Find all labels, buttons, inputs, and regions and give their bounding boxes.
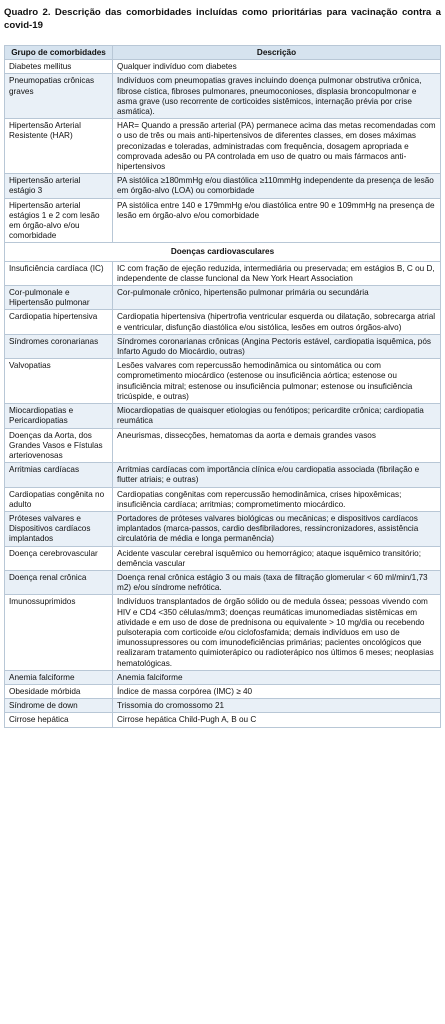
header-description: Descrição xyxy=(113,46,441,60)
comorbidity-description-cell: Cardiopatia hipertensiva (hipertrofia ventricular esquerda ou dilatação, sobrecarga atrial e ventricular, disfunção diastólica e/ou sistólica, lesões em outros órgãos-alvo) xyxy=(113,310,441,334)
comorbidity-description-cell: Síndromes coronarianas crônicas (Angina Pectoris estável, cardiopatia isquêmica, pós Infarto Agudo do Miocárdio, outras) xyxy=(113,334,441,358)
comorbidity-description-cell: Cor-pulmonale crônico, hipertensão pulmonar primária ou secundária xyxy=(113,286,441,310)
table-row xyxy=(5,404,441,428)
comorbidity-group-cell: Pneumopatias crônicas graves xyxy=(5,74,113,119)
comorbidity-group-cell: Próteses valvares e Dispositivos cardíacos implantados xyxy=(5,511,113,546)
comorbidity-description-cell: Índice de massa corpórea (IMC) ≥ 40 xyxy=(113,684,441,698)
comorbidity-group-cell: Miocardiopatias e Pericardiopatias xyxy=(5,404,113,428)
table-row xyxy=(5,713,441,727)
comorbidity-group-cell: Anemia falciforme xyxy=(5,670,113,684)
section-title: Doenças cardiovasculares xyxy=(5,243,441,261)
comorbidity-group-cell: Cirrose hepática xyxy=(5,713,113,727)
comorbidity-group-cell: Hipertensão Arterial Resistente (HAR) xyxy=(5,119,113,174)
comorbidity-group-cell: Obesidade mórbida xyxy=(5,684,113,698)
comorbidity-description-cell: PA sistólica entre 140 e 179mmHg e/ou diastólica entre 90 e 109mmHg na presença de lesão em órgão-alvo e/ou comorbidade xyxy=(113,198,441,243)
comorbidity-group-cell: Insuficiência cardíaca (IC) xyxy=(5,261,113,285)
comorbidity-group-cell: Imunossuprimidos xyxy=(5,595,113,670)
comorbidity-group-cell: Arritmias cardíacas xyxy=(5,463,113,487)
table-row xyxy=(5,570,441,594)
table-row xyxy=(5,699,441,713)
table-row xyxy=(5,334,441,358)
comorbidity-description-cell: Qualquer indivíduo com diabetes xyxy=(113,60,441,74)
table-body-cardiovascular xyxy=(5,261,441,727)
comorbidity-description-cell: Lesões valvares com repercussão hemodinâmica ou sintomática ou com comprometimento miocárdico (estenose ou insuficiência aórtica; estenose ou insuficiência mitral; estenose ou insuficiência pulmonar; estenose ou insuficiência tricúspide, e outras) xyxy=(113,359,441,404)
comorbidity-group-cell: Doença renal crônica xyxy=(5,570,113,594)
table-header-row xyxy=(5,46,441,60)
comorbidity-description-cell: Doença renal crônica estágio 3 ou mais (taxa de filtração glomerular < 60 ml/min/1,73 m2) e/ou síndrome nefrótica. xyxy=(113,570,441,594)
comorbidity-group-cell: Doenças da Aorta, dos Grandes Vasos e Fístulas arteriovenosas xyxy=(5,428,113,463)
comorbidity-description-cell: Acidente vascular cerebral isquêmico ou hemorrágico; ataque isquêmico transitório; demência vascular xyxy=(113,546,441,570)
comorbidity-description-cell: PA sistólica ≥180mmHg e/ou diastólica ≥110mmHg independente da presença de lesão em órgão-alvo (LOA) ou comorbidade xyxy=(113,174,441,198)
comorbidity-group-cell: Doença cerebrovascular xyxy=(5,546,113,570)
table-caption: Quadro 2. Descrição das comorbidades incluídas como prioritárias para vacinação contra a covid-19 xyxy=(4,7,441,31)
comorbidity-description-cell: IC com fração de ejeção reduzida, intermediária ou preservada; em estágios B, C ou D, independente de classe funcional da New York Heart Association xyxy=(113,261,441,285)
table-row xyxy=(5,595,441,670)
table-row xyxy=(5,174,441,198)
comorbidities-table xyxy=(4,45,441,728)
table-body-general xyxy=(5,60,441,243)
comorbidity-description-cell: Trissomia do cromossomo 21 xyxy=(113,699,441,713)
comorbidity-description-cell: Arritmias cardíacas com importância clínica e/ou cardiopatia associada (fibrilação e flutter atriais; e outras) xyxy=(113,463,441,487)
comorbidity-group-cell: Cardiopatias congênita no adulto xyxy=(5,487,113,511)
comorbidity-group-cell: Síndromes coronarianas xyxy=(5,334,113,358)
comorbidity-description-cell: Indivíduos com pneumopatias graves incluindo doença pulmonar obstrutiva crônica, fibrose cística, fibroses pulmonares, pneumoconioses, displasia broncopulmonar e asma grave (uso recorrente de corticoides sistêmicos, internação prévia por crise asmática). xyxy=(113,74,441,119)
comorbidity-group-cell: Diabetes mellitus xyxy=(5,60,113,74)
comorbidity-description-cell: HAR= Quando a pressão arterial (PA) permanece acima das metas recomendadas com o uso de três ou mais anti-hipertensivos de diferentes classes, em doses máximas preconizadas e toleradas, administradas com frequência, dosagem apropriada e comprovada adesão ou PA controlada em uso de quatro ou mais fármacos anti-hipertensivos xyxy=(113,119,441,174)
header-group: Grupo de comorbidades xyxy=(5,46,113,60)
table-row xyxy=(5,487,441,511)
table-row xyxy=(5,60,441,74)
comorbidity-description-cell: Cirrose hepática Child-Pugh A, B ou C xyxy=(113,713,441,727)
comorbidity-description-cell: Miocardiopatias de quaisquer etiologias ou fenótipos; pericardite crônica; cardiopatia reumática xyxy=(113,404,441,428)
comorbidity-group-cell: Síndrome de down xyxy=(5,699,113,713)
comorbidity-description-cell: Anemia falciforme xyxy=(113,670,441,684)
comorbidity-group-cell: Cardiopatia hipertensiva xyxy=(5,310,113,334)
table-row xyxy=(5,684,441,698)
table-row xyxy=(5,261,441,285)
table-row xyxy=(5,119,441,174)
table-row xyxy=(5,74,441,119)
comorbidity-group-cell: Hipertensão arterial estágios 1 e 2 com lesão em órgão-alvo e/ou comorbidade xyxy=(5,198,113,243)
comorbidity-description-cell: Portadores de próteses valvares biológicas ou mecânicas; e dispositivos cardíacos implantados (marca-passos, cardio desfibriladores, ressincronizadores, assistência circulatória de média e longa permanência) xyxy=(113,511,441,546)
table-row xyxy=(5,428,441,463)
table-row xyxy=(5,670,441,684)
table-row xyxy=(5,286,441,310)
comorbidity-group-cell: Valvopatias xyxy=(5,359,113,404)
table-row xyxy=(5,198,441,243)
comorbidity-description-cell: Cardiopatias congênitas com repercussão hemodinâmica, crises hipoxêmicas; insuficiência cardíaca; arritmias; comprometimento miocárdico. xyxy=(113,487,441,511)
section-row xyxy=(5,243,441,261)
comorbidity-description-cell: Aneurismas, dissecções, hematomas da aorta e demais grandes vasos xyxy=(113,428,441,463)
table-row xyxy=(5,463,441,487)
table-row xyxy=(5,359,441,404)
table-row xyxy=(5,546,441,570)
comorbidity-group-cell: Cor-pulmonale e Hipertensão pulmonar xyxy=(5,286,113,310)
table-row xyxy=(5,310,441,334)
comorbidity-group-cell: Hipertensão arterial estágio 3 xyxy=(5,174,113,198)
comorbidity-description-cell: Indivíduos transplantados de órgão sólido ou de medula óssea; pessoas vivendo com HIV e CD4 <350 células/mm3; doenças reumáticas imunomediadas sistêmicas em atividade e em uso de dose de prednisona ou equivalente > 10 mg/dia ou recebendo pulsoterapia com corticoide e/ou ciclofosfamida; demais indivíduos em uso de imunossupressores ou com imunodeficiências primárias; pacientes oncológicos que realizaram tratamento quimioterápico ou radioterápico nos últimos 6 meses; neoplasias hematológicas. xyxy=(113,595,441,670)
table-row xyxy=(5,511,441,546)
